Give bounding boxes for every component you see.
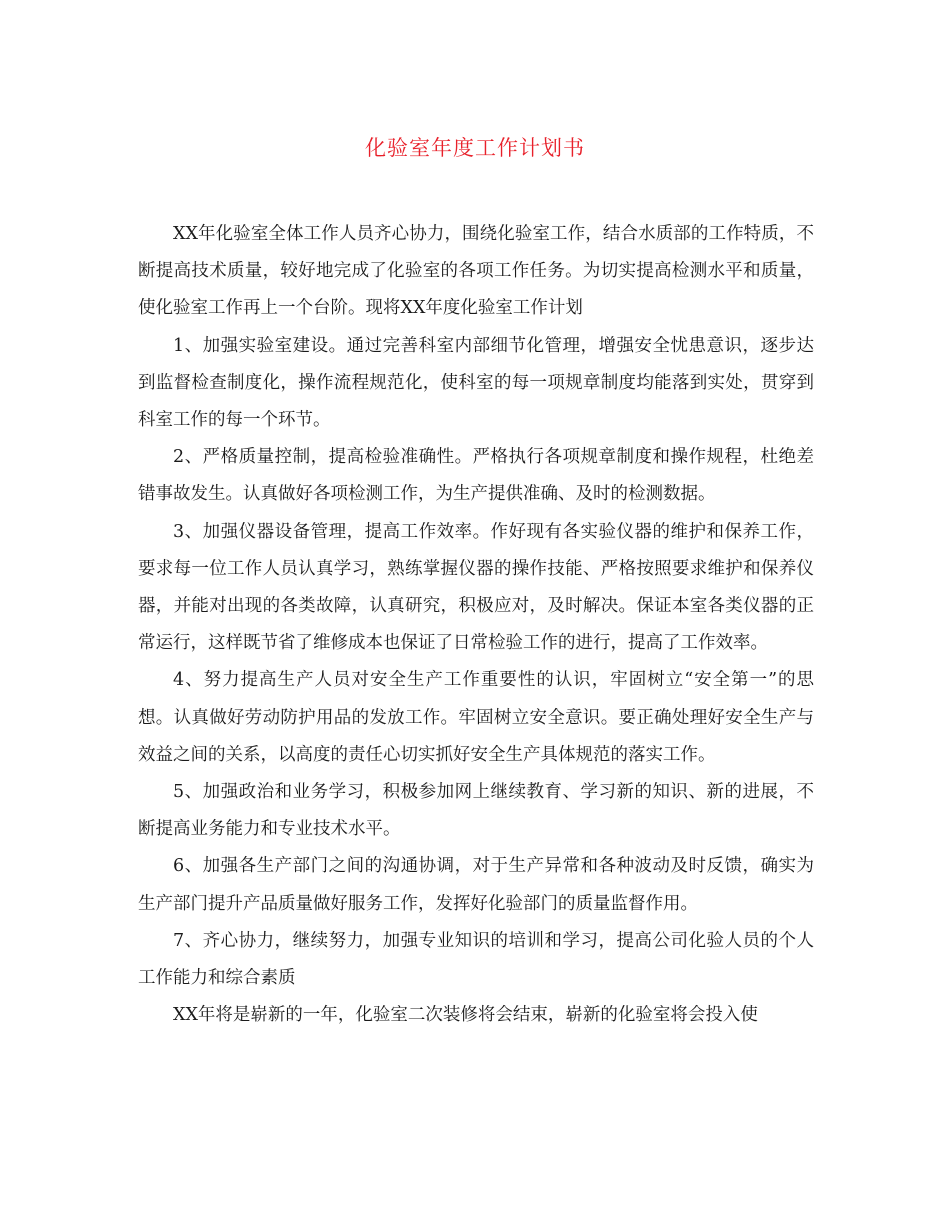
document-body: [138, 216, 814, 1034]
document-title: 化验室年度工作计划书: [365, 136, 585, 160]
paragraph-item-6: 6、加强各生产部门之间的沟通协调，对于生产异常和各种波动及时反馈，确实为生产部门提升产品质量做好服务工作，发挥好化验部门的质量监督作用。: [138, 856, 814, 914]
paragraph-intro: XX年化验室全体工作人员齐心协力，围绕化验室工作，结合水质部的工作特质，不断提高技术质量，较好地完成了化验室的各项工作任务。为切实提高检测水平和质量，使化验室工作再上一个台阶。现将XX年度化验室工作计划: [138, 224, 814, 319]
paragraph-item-4: 4、努力提高生产人员对安全生产工作重要性的认识，牢固树立“安全第一”的思想。认真做好劳动防护用品的发放工作。牢固树立安全意识。要正确处理好安全生产与效益之间的关系，以高度的责任心切实抓好安全生产具体规范的落实工作。: [138, 670, 814, 765]
paragraph-item-2: 2、严格质量控制，提高检验准确性。严格执行各项规章制度和操作规程，杜绝差错事故发生。认真做好各项检测工作，为生产提供准确、及时的检测数据。: [138, 447, 814, 505]
paragraph-item-7: 7、齐心协力，继续努力，加强专业知识的培训和学习，提高公司化验人员的个人工作能力和综合素质: [138, 930, 814, 989]
paragraph-item-5: 5、加强政治和业务学习，积极参加网上继续教育、学习新的知识、新的进展，不断提高业务能力和专业技术水平。: [138, 782, 814, 840]
paragraph-closing: XX年将是崭新的一年，化验室二次装修将会结束，崭新的化验室将会投入使: [173, 1005, 758, 1026]
paragraph-item-3: 3、加强仪器设备管理，提高工作效率。作好现有各实验仪器的维护和保养工作，要求每一位工作人员认真学习，熟练掌握仪器的操作技能、严格按照要求维护和保养仪器，并能对出现的各类故障，认真研究，积极应对，及时解决。保证本室各类仪器的正常运行，这样既节省了维修成本也保证了日常检验工作的进行，提高了工作效率。: [138, 521, 814, 654]
paragraph-item-1: 1、加强实验室建设。通过完善科室内部细节化管理，增强安全忧患意识，逐步达到监督检查制度化，操作流程规范化，使科室的每一项规章制度均能落到实处，贯穿到科室工作的每一个环节。: [138, 335, 814, 431]
